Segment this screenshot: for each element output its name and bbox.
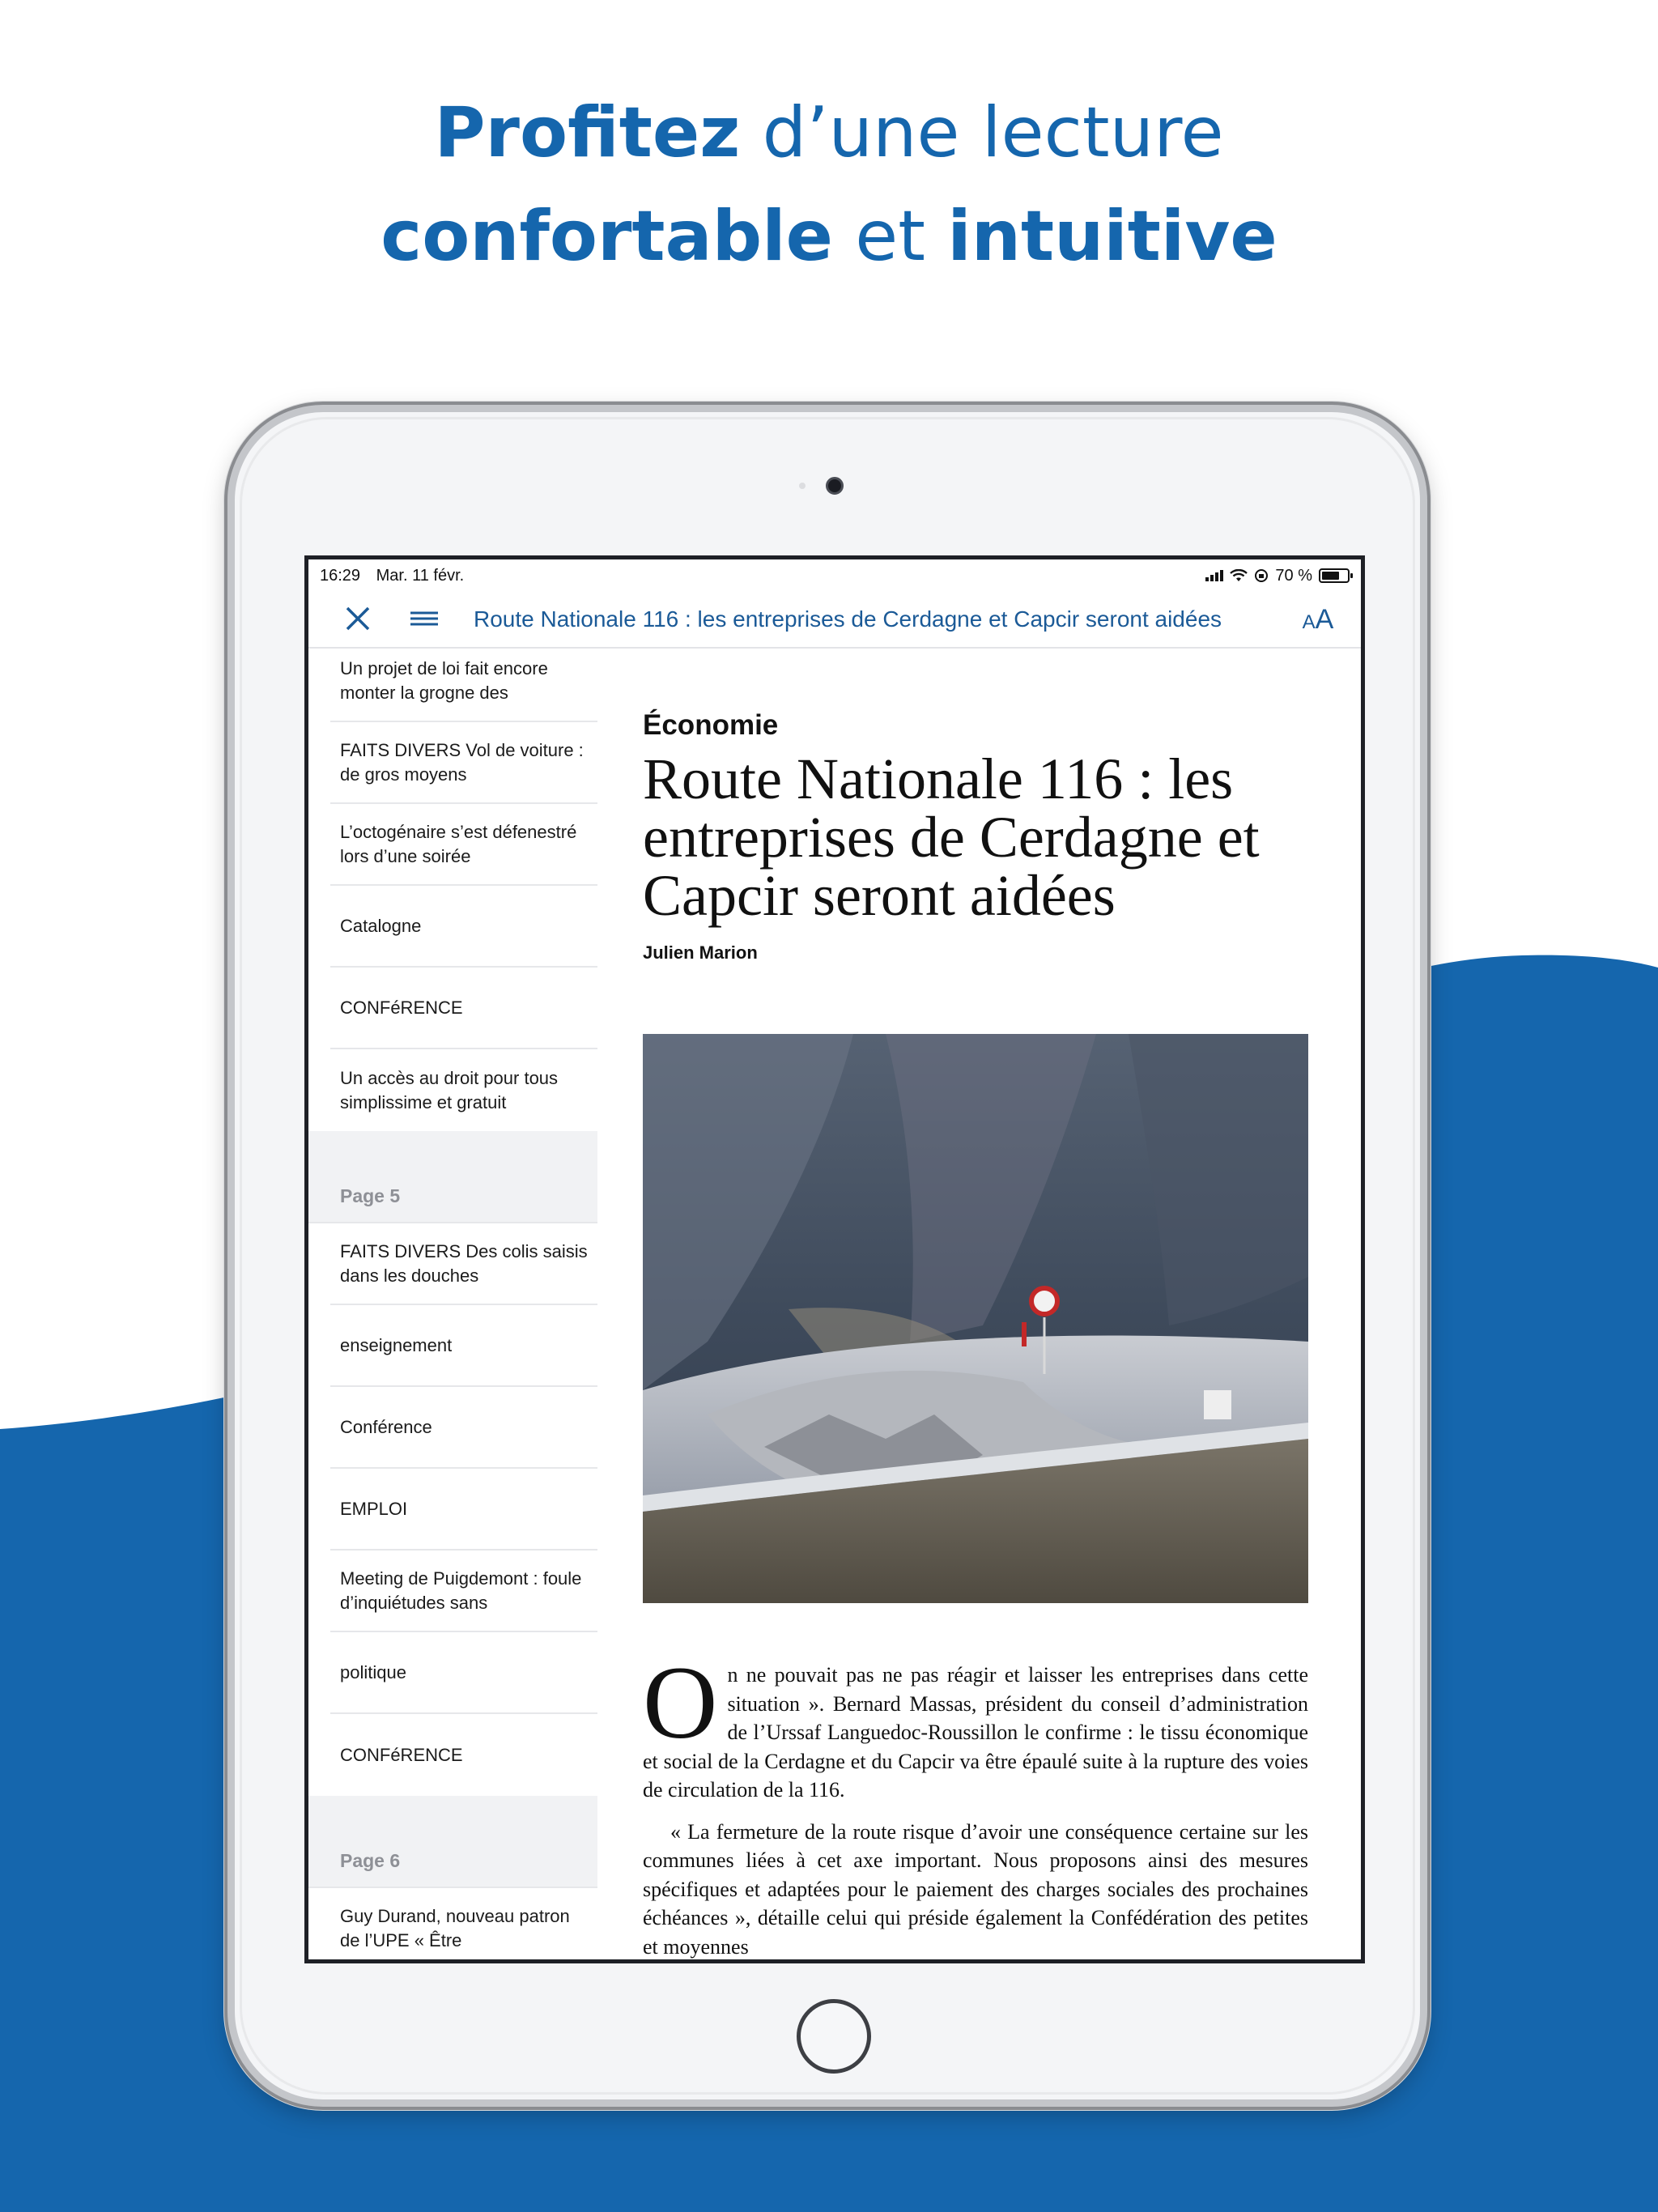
article-body bbox=[643, 1645, 1308, 1963]
sidebar-item[interactable] bbox=[330, 1049, 597, 1131]
article-photo[interactable] bbox=[643, 1034, 1308, 1603]
sidebar-item[interactable] bbox=[330, 1888, 597, 1963]
sidebar-item[interactable] bbox=[330, 968, 597, 1049]
sidebar-item-label: EMPLOI bbox=[340, 1498, 408, 1519]
headline-line-1 bbox=[0, 81, 1658, 185]
sidebar-item-label: Un accès au droit pour tous simplissime et gratuit bbox=[340, 1067, 559, 1112]
sidebar-item-label: Conférence bbox=[340, 1416, 432, 1437]
cellular-signal-icon bbox=[1205, 570, 1223, 581]
status-time: 16:29 bbox=[320, 566, 361, 585]
page-section-label: Page 5 bbox=[340, 1185, 401, 1206]
battery-level bbox=[1322, 572, 1339, 580]
close-icon bbox=[333, 593, 386, 646]
menu-button[interactable] bbox=[397, 593, 451, 646]
sidebar-item[interactable] bbox=[330, 1469, 597, 1551]
headline-line-2 bbox=[0, 185, 1658, 288]
sidebar-item[interactable] bbox=[330, 886, 597, 968]
close-button[interactable] bbox=[333, 593, 386, 646]
sidebar-item-label: FAITS DIVERS Des colis saisis dans les douches bbox=[340, 1240, 588, 1286]
home-button[interactable] bbox=[797, 1999, 871, 2074]
sidebar-item[interactable] bbox=[330, 1305, 597, 1387]
page-section-header bbox=[308, 1131, 597, 1223]
sensor-dot bbox=[799, 483, 806, 489]
sidebar-item-label: CONFéRENCE bbox=[340, 1744, 463, 1765]
sidebar-item[interactable] bbox=[330, 804, 597, 886]
battery-percent: 70 % bbox=[1275, 566, 1312, 585]
sidebar-item-label: Meeting de Puigdemont : foule d’inquiétudes sans bbox=[340, 1568, 582, 1613]
orientation-lock-icon bbox=[1254, 568, 1269, 583]
article-section: Économie bbox=[643, 709, 779, 741]
article-dropcap: O bbox=[643, 1645, 718, 1760]
battery-icon bbox=[1319, 568, 1350, 583]
front-camera-icon bbox=[826, 477, 844, 495]
sidebar-item[interactable] bbox=[330, 1223, 597, 1305]
sidebar-item[interactable] bbox=[330, 649, 597, 722]
sidebar-item-label: FAITS DIVERS Vol de voiture : de gros moyens bbox=[340, 739, 584, 785]
headline-bold-intuitive: intuitive bbox=[947, 196, 1278, 277]
article-paragraph bbox=[643, 1645, 1308, 1805]
headline-text: d’une lecture bbox=[740, 92, 1224, 173]
article-paragraph-text: n ne pouvait pas ne pas réagir et laisser les entreprises dans cette situation ». Bernard Massas, président du conseil d’administration de l’Urssaf Languedoc-Roussillon le confirme : le tissu économique et social de la Cerdagne et du Capcir va être épaulé suite à la rupture des voies de circulation de la 116. bbox=[643, 1663, 1308, 1802]
article-content[interactable] bbox=[643, 649, 1308, 1963]
font-size-small-glyph: A bbox=[1302, 610, 1316, 633]
sidebar-item[interactable] bbox=[330, 1387, 597, 1469]
sidebar-item[interactable] bbox=[330, 1632, 597, 1714]
sidebar-item-label: enseignement bbox=[340, 1334, 453, 1355]
sidebar-item-label: Catalogne bbox=[340, 915, 422, 936]
page-section-header bbox=[308, 1796, 597, 1888]
sidebar-item-label: CONFéRENCE bbox=[340, 997, 463, 1018]
article-list-sidebar bbox=[308, 649, 597, 1963]
headline-text-et: et bbox=[832, 196, 948, 277]
sidebar-item-label: L’octogénaire s’est défenestré lors d’une soirée bbox=[340, 821, 577, 866]
status-date: Mar. 11 févr. bbox=[376, 566, 465, 585]
headline-bold-confortable: confortable bbox=[380, 196, 833, 277]
article-title: Route Nationale 116 : les entreprises de Cerdagne et Capcir seront aidées bbox=[643, 747, 1260, 928]
font-size-button[interactable] bbox=[1290, 604, 1346, 636]
hamburger-menu-icon bbox=[397, 593, 451, 646]
font-size-large-glyph: A bbox=[1315, 603, 1334, 635]
sidebar-item[interactable] bbox=[330, 1714, 597, 1796]
tablet-frame bbox=[227, 405, 1427, 2107]
sidebar-item[interactable] bbox=[330, 722, 597, 804]
sidebar-item-label: Un projet de loi fait encore monter la grogne des bbox=[340, 658, 548, 703]
status-right bbox=[1205, 567, 1350, 585]
headline-bold-profitez: Profitez bbox=[434, 92, 741, 173]
promo-headline bbox=[0, 81, 1658, 288]
status-bar bbox=[308, 559, 1361, 592]
status-left bbox=[320, 567, 475, 585]
nav-article-title: Route Nationale 116 : les entreprises de Cerdagne et Capcir seront aidées bbox=[474, 606, 1222, 632]
wifi-icon bbox=[1230, 569, 1248, 582]
article-paragraph: « La fermeture de la route risque d’avoir une conséquence certaine sur les communes liées à cet axe important. Nous proposons ainsi des mesures spécifiques et adaptées pour le paiement des charges sociales des prochaines échéances », détaille celui qui préside également la Confédération des petites et moyennes bbox=[643, 1819, 1308, 1959]
page-section-label: Page 6 bbox=[340, 1850, 401, 1871]
article-nav-bar bbox=[308, 592, 1361, 649]
article-author: Julien Marion bbox=[643, 942, 758, 963]
sidebar-item-label: politique bbox=[340, 1661, 406, 1682]
tablet-screen bbox=[304, 555, 1365, 1963]
sidebar-item-label: Guy Durand, nouveau patron de l’UPE « Être bbox=[340, 1905, 570, 1950]
sidebar-item[interactable] bbox=[330, 1551, 597, 1632]
